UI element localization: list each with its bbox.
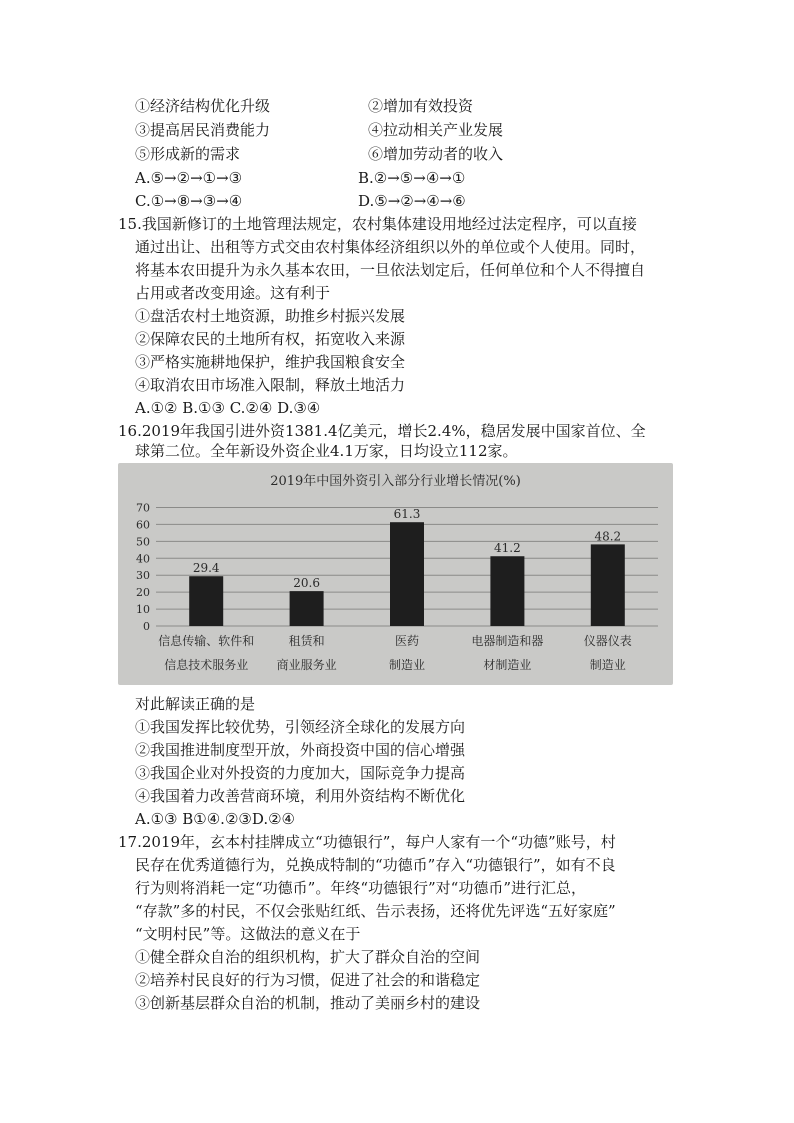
q16-item-2: ②我国推进制度型开放，外商投资中国的信心增强 [135,741,466,759]
y-tick-label-50: 50 [136,535,150,549]
bar-5 [591,544,625,626]
q15-stem-line-1: 15.我国新修订的土地管理法规定，农村集体建设用地经过法定程序，可以直接 [118,215,637,233]
x-category-label-2-1: 租赁和 [288,634,325,648]
q15-answers: A.①② B.①③ C.②④ D.③④ [135,399,321,417]
q14-option-3: ③提高居民消费能力 [135,121,271,139]
q16-answers: A.①③ B①④.②③D.②④ [135,810,295,828]
x-category-label-3-2: 制造业 [388,658,426,672]
y-tick-label-30: 30 [136,569,150,583]
q15-item-1: ①盘活农村土地资源，助推乡村振兴发展 [135,307,406,325]
bar-value-label-1: 29.4 [192,561,220,576]
q14-option-5: ⑤形成新的需求 [135,145,241,163]
bar-value-label-3: 61.3 [393,507,421,522]
x-category-label-3-1: 医药 [394,634,420,648]
bar-value-label-2: 20.6 [293,576,320,591]
bar-3 [390,522,424,626]
x-category-label-4-2: 材制造业 [483,658,532,672]
q15-stem-line-2: 通过出让、出租等方式交由农村集体经济组织以外的单位或个人使用。同时， [135,238,646,256]
x-category-label-5-2: 制造业 [589,658,626,672]
q16-item-3: ③我国企业对外投资的力度加大，国际竞争力提高 [135,764,466,782]
bar-1 [189,576,223,626]
bar-chart [118,463,673,685]
q16-stem-line-2: 球第二位。全年新设外资企业4.1万家，日均设立112家。 [135,442,518,460]
q17-item-3: ③创新基层群众自治的机制，推动了美丽乡村的建设 [135,994,481,1012]
bar-4 [490,556,524,626]
y-tick-label-0: 0 [143,620,150,633]
q15-item-2: ②保障农民的土地所有权，拓宽收入来源 [135,330,406,348]
q14-answer-d: D.⑤→②→④→⑥ [358,192,466,210]
q14-answer-a: A.⑤→②→①→③ [135,169,243,187]
q15-stem-line-3: 将基本农田提升为永久基本农田，一旦依法划定后，任何单位和个人不得擅自 [135,261,646,279]
q16-prompt: 对此解读正确的是 [135,695,256,713]
q14-answer-c: C.①→⑧→③→④ [135,192,243,210]
q14-option-6: ⑥增加劳动者的收入 [368,145,504,163]
q15-item-4: ④取消农田市场准入限制，释放土地活力 [135,376,406,394]
y-tick-label-40: 40 [136,552,150,566]
bar-chart-svg [118,463,673,685]
bar-value-label-4: 41.2 [494,541,521,556]
q14-answer-b: B.②→⑤→④→① [358,169,466,187]
q16-item-1: ①我国发挥比较优势，引领经济全球化的发展方向 [135,718,466,736]
y-tick-label-60: 60 [136,518,150,532]
q17-stem-line-4: “存款”多的村民，不仅会张贴红纸、告示表扬，还将优先评选“五好家庭” [135,902,616,920]
q16-stem-line-1: 16.2019年我国引进外资1381.4亿美元，增长2.4%，稳居发展中国家首位、全 [118,422,646,440]
x-category-label-2-2: 商业服务业 [276,658,337,672]
y-tick-label-10: 10 [136,603,150,617]
q17-stem-line-3: 行为则将消耗一定“功德币”。年终“功德银行”对“功德币”进行汇总， [135,879,587,897]
q17-stem-line-5: “文明村民”等。这做法的意义在于 [135,925,361,943]
x-category-label-5-1: 仪器仪表 [583,634,632,648]
x-category-label-4-1: 电器制造和器 [471,634,544,648]
chart-title: 2019年中国外资引入部分行业增长情况(%) [270,474,521,489]
x-category-label-1-2: 信息技术服务业 [164,658,249,672]
q14-option-4: ④拉动相关产业发展 [368,121,504,139]
bar-value-label-5: 48.2 [594,529,622,544]
bar-2 [290,591,324,626]
q17-stem-line-2: 民存在优秀道德行为，兑换成特制的“功德币”存入“功德银行”，如有不良 [135,856,616,874]
q15-stem-line-4: 占用或者改变用途。这有利于 [135,284,331,302]
q15-item-3: ③严格实施耕地保护，维护我国粮食安全 [135,353,406,371]
q14-option-1: ①经济结构优化升级 [135,97,271,115]
q17-item-2: ②培养村民良好的行为习惯，促进了社会的和谐稳定 [135,971,481,989]
q14-option-2: ②增加有效投资 [368,97,474,115]
y-tick-label-20: 20 [136,586,150,600]
q16-item-4: ④我国着力改善营商环境，利用外资结构不断优化 [135,787,466,805]
q17-item-1: ①健全群众自治的组织机构，扩大了群众自治的空间 [135,948,481,966]
y-tick-label-70: 70 [136,501,150,515]
q17-stem-line-1: 17.2019年，玄本村挂牌成立“功德银行”，每户人家有一个“功德”账号，村 [118,833,616,851]
x-category-label-1-1: 信息传输、软件和 [158,634,255,648]
